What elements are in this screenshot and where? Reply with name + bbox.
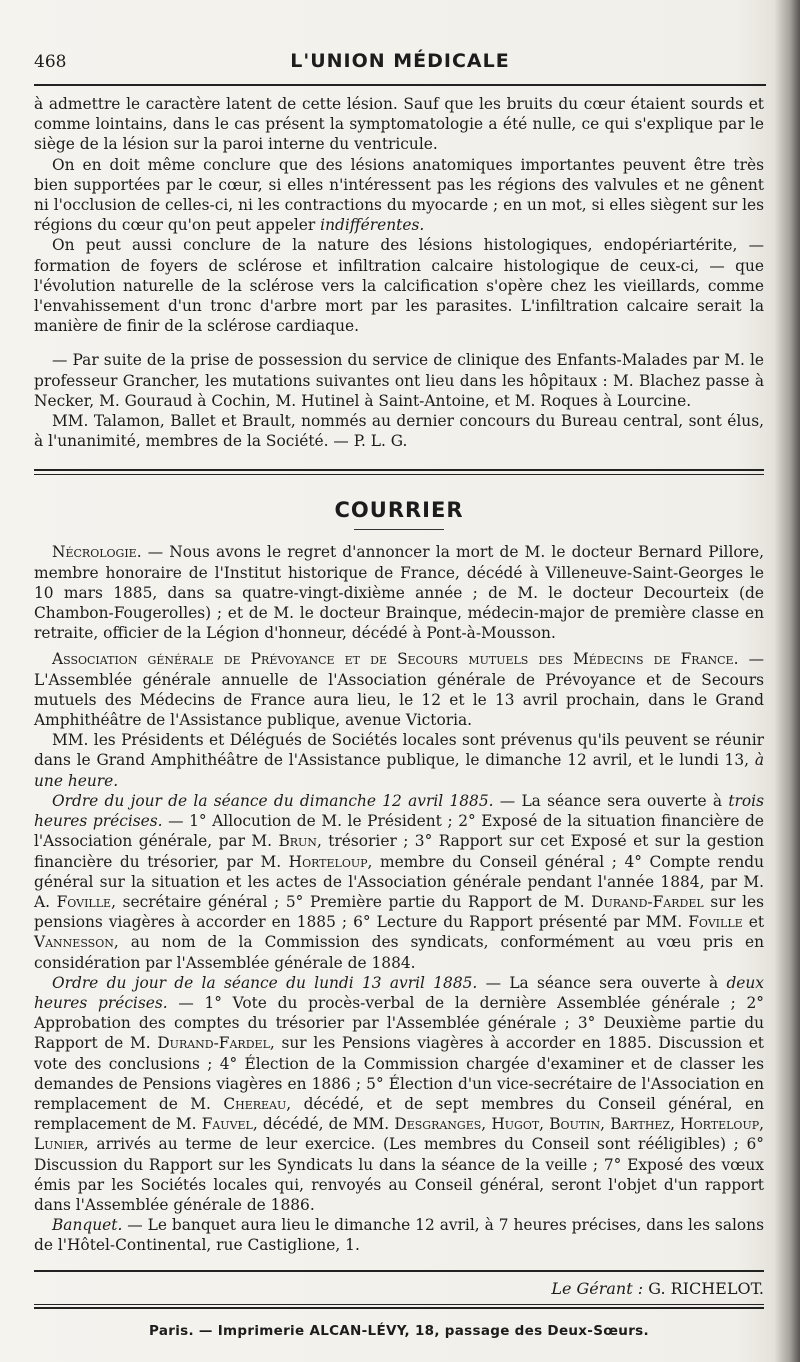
page-number: 468 bbox=[34, 52, 67, 72]
article-paragraph: à admettre le caractère latent de cette lésion. Sauf que les bruits du cœur étaient sourds et comme lointains, dans le cas présent la symptomatologie a été nulle, ce qui s'explique par le siège de la lésion sur la paroi interne du ventricule. bbox=[34, 95, 764, 154]
running-title: L'UNION MÉDICALE bbox=[290, 50, 510, 72]
page-header bbox=[34, 46, 766, 82]
section-title: COURRIER bbox=[334, 498, 464, 523]
header-rule bbox=[34, 84, 766, 86]
section-divider bbox=[34, 469, 764, 475]
agenda-sunday: Ordre du jour de la séance du dimanche 12 avril 1885. — La séance sera ouverte à trois heures précises. — 1° Allocution de M. le Président ; 2° Exposé de la situation financière de l'Association générale, par M. Brun, trésorier ; 3° Rapport sur cet Exposé et sur la gestion financière du trésorier, par M. Horteloup, membre du Conseil général ; 4° Compte rendu général sur la situation et les actes de l'Association générale pendant l'année 1884, par M. A. Foville, secrétaire général ; 5° Première partie du Rapport de M. Durand-Fardel sur les pensions viagères à accorder en 1885 ; 6° Lecture du Rapport présenté par MM. Foville et Vannesson, au nom de la Commission des syndicats, conformément au vœu pris en considération par l'Assemblée générale de 1884. bbox=[34, 791, 765, 972]
gerant-signature: Le Gérant : G. RICHELOT. bbox=[551, 1278, 764, 1298]
printer-imprint: Paris. — Imprimerie ALCAN-LÉVY, 18, passage des Deux-Sœurs. bbox=[149, 1322, 649, 1339]
agenda-monday: Ordre du jour de la séance du lundi 13 avril 1885. — La séance sera ouverte à deux heures précises. — 1° Vote du procès-verbal de la dernière Assemblée générale ; 2° Approbation des comptes du trésorier par l'Assemblée générale ; 3° Deuxième partie du Rapport de M. Durand-Fardel, sur les Pensions viagères à accorder en 1885. Discussion et vote des conclusions ; 4° Élection de la Commission chargée d'examiner et de classer les demandes de Pensions viagères en 1886 ; 5° Élection d'un vice-secrétaire de l'Association en remplacement de M. Chereau, décédé, et de sept membres du Conseil général, en remplacement de M. Fauvel, décédé, de MM. Desgranges, Hugot, Boutin, Barthez, Horteloup, Lunier, arrivés au terme de leur exercice. (Les membres du Conseil sont rééligibles) ; 6° Discussion du Rapport sur les Syndicats lu dans la séance de la veille ; 7° Exposé des vœux émis par les Sociétés locales qui, renvoyés au Conseil général, seront l'objet d'un rapport dans l'Assemblée générale de 1886. bbox=[34, 973, 765, 1214]
association-paragraph: Association générale de Prévoyance et de Secours mutuels des Médecins de France. — L'Assemblée générale annuelle de l'Association générale de Prévoyance et de Secours mutuels des Médecins de France aura lieu, le 12 et le 13 avril prochain, dans le Grand Amphithéâtre de l'Assistance publique, avenue Victoria. bbox=[34, 650, 764, 730]
article-paragraph: On peut aussi conclure de la nature des lésions histologiques, endopériartérite, — formation de foyers de sclérose et infiltration calcaire histologique de ceux-ci, — que l'évolution naturelle de la sclérose vers la calcification s'opère chez les vieillards, comme l'envahissement d'un tronc d'arbre mort par les parasites. L'infiltration calcaire serait la manière de finir de la sclérose cardiaque. bbox=[34, 236, 764, 336]
presidents-paragraph: MM. les Présidents et Délégués de Sociétés locales sont prévenus qu'ils peuvent se réunir dans le Grand Amphithéâtre de l'Assistance publique, le dimanche 12 avril, et le lundi 13, à une heure. bbox=[34, 731, 764, 790]
book-spine-shadow bbox=[774, 0, 800, 1362]
banquet-paragraph: Banquet. — Le banquet aura lieu le dimanche 12 avril, à 7 heures précises, dans les salons de l'Hôtel-Continental, rue Castiglione, 1. bbox=[34, 1216, 764, 1255]
footer-double-rule bbox=[34, 1304, 764, 1309]
notice-paragraph: MM. Talamon, Ballet et Brault, nommés au dernier concours du Bureau central, sont élus, à l'unanimité, membres de la Société. — P. L. G. bbox=[34, 412, 764, 451]
necrology-paragraph: Nécrologie. — Nous avons le regret d'annoncer la mort de M. le docteur Bernard Pillore, membre honoraire de l'Institut historique de France, décédé à Villeneuve-Saint-Georges le 10 mars 1885, dans sa quatre-vingt-dixième année ; de M. le docteur Decourteix (de Chambon-Fougerolles) ; et de M. le docteur Brainque, médecin-major de première classe en retraite, officier de la Légion d'honneur, décédé à Pont-à-Mousson. bbox=[34, 543, 764, 643]
footer-rule bbox=[34, 1270, 764, 1272]
notice-paragraph: — Par suite de la prise de possession du service de clinique des Enfants-Malades par M. le professeur Grancher, les mutations suivantes ont lieu dans les hôpitaux : M. Blachez passe à Necker, M. Gouraud à Cochin, M. Hutinel à Saint-Antoine, et M. Roques à Lourcine. bbox=[34, 351, 764, 410]
title-underline bbox=[354, 529, 444, 530]
page-body bbox=[34, 94, 764, 1341]
article-paragraph: On en doit même conclure que des lésions anatomiques importantes peuvent être très bien supportées par le cœur, si elles n'intéressent pas les régions des valvules et ne gênent ni l'occlusion de celles-ci, ni les contractions du myocarde ; en un mot, si elles siègent sur les régions du cœur qu'on peut appeler indifférentes. bbox=[34, 155, 765, 235]
